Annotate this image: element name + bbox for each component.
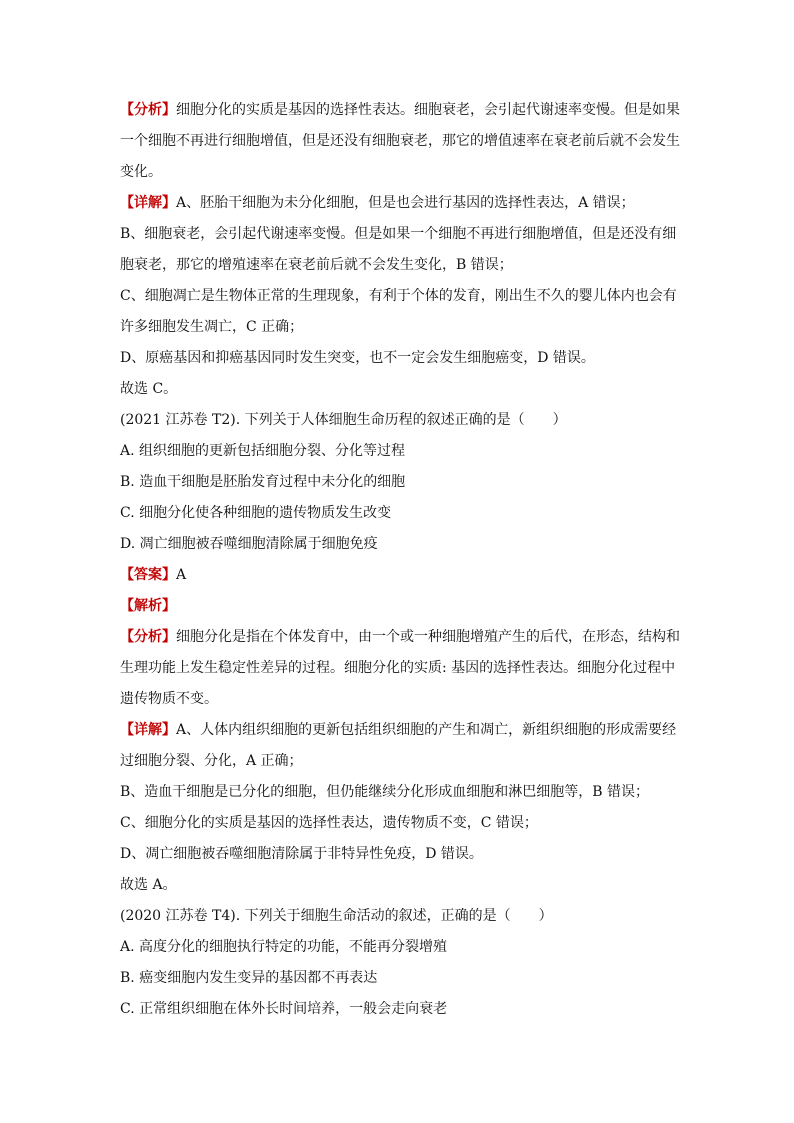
answer-value: A [176,567,187,583]
analysis-tag: 【分析】 [120,102,176,118]
question2-stem: (2021 江苏卷 T2). 下列关于人体细胞生命历程的叙述正确的是（ ） [120,412,567,428]
question3-option-a: A. 高度分化的细胞执行特定的功能，不能再分裂增殖 [120,939,448,955]
question2-analysis-line-3: 遗传物质不变。 [120,691,218,707]
question3-stem: (2020 江苏卷 T4). 下列关于细胞生命活动的叙述，正确的是（ ） [120,908,553,924]
question2-detail-line-5: D、凋亡细胞被吞噬细胞清除属于非特异性免疫，D 错误。 [120,846,483,862]
block1-analysis-line-2: 一个细胞不再进行细胞增值，但是还没有细胞衰老，那它的增值速率在衰老前后就不会发生 [120,133,680,149]
analysis-tag: 【分析】 [120,629,176,645]
block1-detail-line-5: 许多细胞发生凋亡，C 正确； [120,319,304,335]
block1-detail-line-4: C、细胞凋亡是生物体正常的生理现象，有利于个体的发育，刚出生不久的婴儿体内也会有 [120,288,677,304]
block1-analysis-line-3: 变化。 [120,164,162,180]
block1-detail-line-3: 胞衰老，那它的增殖速率在衰老前后就不会发生变化，B 错误； [120,257,513,273]
detail-tag: 【详解】 [120,722,176,738]
answer-tag: 【答案】 [120,567,176,583]
question2-parse [120,596,176,616]
question3-option-c: C. 正常组织细胞在体外长时间培养，一般会走向衰老 [120,1001,448,1017]
detail-text: A、胚胎干细胞为未分化细胞，但是也会进行基因的选择性表达，A 错误； [176,195,635,211]
question2-option-c: C. 细胞分化使各种细胞的遗传物质发生改变 [120,505,392,521]
detail-tag: 【详解】 [120,195,176,211]
analysis-text: 细胞分化是指在个体发育中，由一个或一种细胞增殖产生的后代，在形态，结构和 [176,629,680,645]
detail-text: A、人体内组织细胞的更新包括组织细胞的产生和凋亡，新组织细胞的形成需要经 [176,722,677,738]
question2-choose: 故选 A。 [120,877,177,893]
question2-detail-line-2: 过细胞分裂、分化，A 正确； [120,753,303,769]
question2-detail-line-1 [120,720,676,740]
block1-detail-line-2: B、细胞衰老，会引起代谢速率变慢。但是如果一个细胞不再进行细胞增值，但是还没有细 [120,226,677,242]
question2-analysis-line-1 [120,627,680,647]
question2-detail-line-4: C、细胞分化的实质是基因的选择性表达，遗传物质不变，C 错误； [120,815,538,831]
question2-detail-line-3: B、造血干细胞是已分化的细胞，但仍能继续分化形成血细胞和淋巴细胞等，B 错误； [120,784,650,800]
question2-option-d: D. 凋亡细胞被吞噬细胞清除属于细胞免疫 [120,536,378,552]
analysis-text: 细胞分化的实质是基因的选择性表达。细胞衰老，会引起代谢速率变慢。但是如果 [176,102,680,118]
question2-analysis-line-2: 生理功能上发生稳定性差异的过程。细胞分化的实质: 基因的选择性表达。细胞分化过程中 [120,660,676,676]
question2-answer [120,565,186,585]
question3-option-b: B. 癌变细胞内发生变异的基因都不再表达 [120,970,378,986]
block1-detail-line-1 [120,193,635,213]
question2-option-a: A. 组织细胞的更新包括细胞分裂、分化等过程 [120,443,406,459]
question2-option-b: B. 造血干细胞是胚胎发育过程中未分化的细胞 [120,474,406,490]
block1-detail-line-6: D、原癌基因和抑癌基因同时发生突变，也不一定会发生细胞癌变，D 错误。 [120,350,595,366]
block1-analysis-line-1 [120,100,680,120]
block1-choose: 故选 C。 [120,381,178,397]
parse-tag: 【解析】 [120,598,176,614]
